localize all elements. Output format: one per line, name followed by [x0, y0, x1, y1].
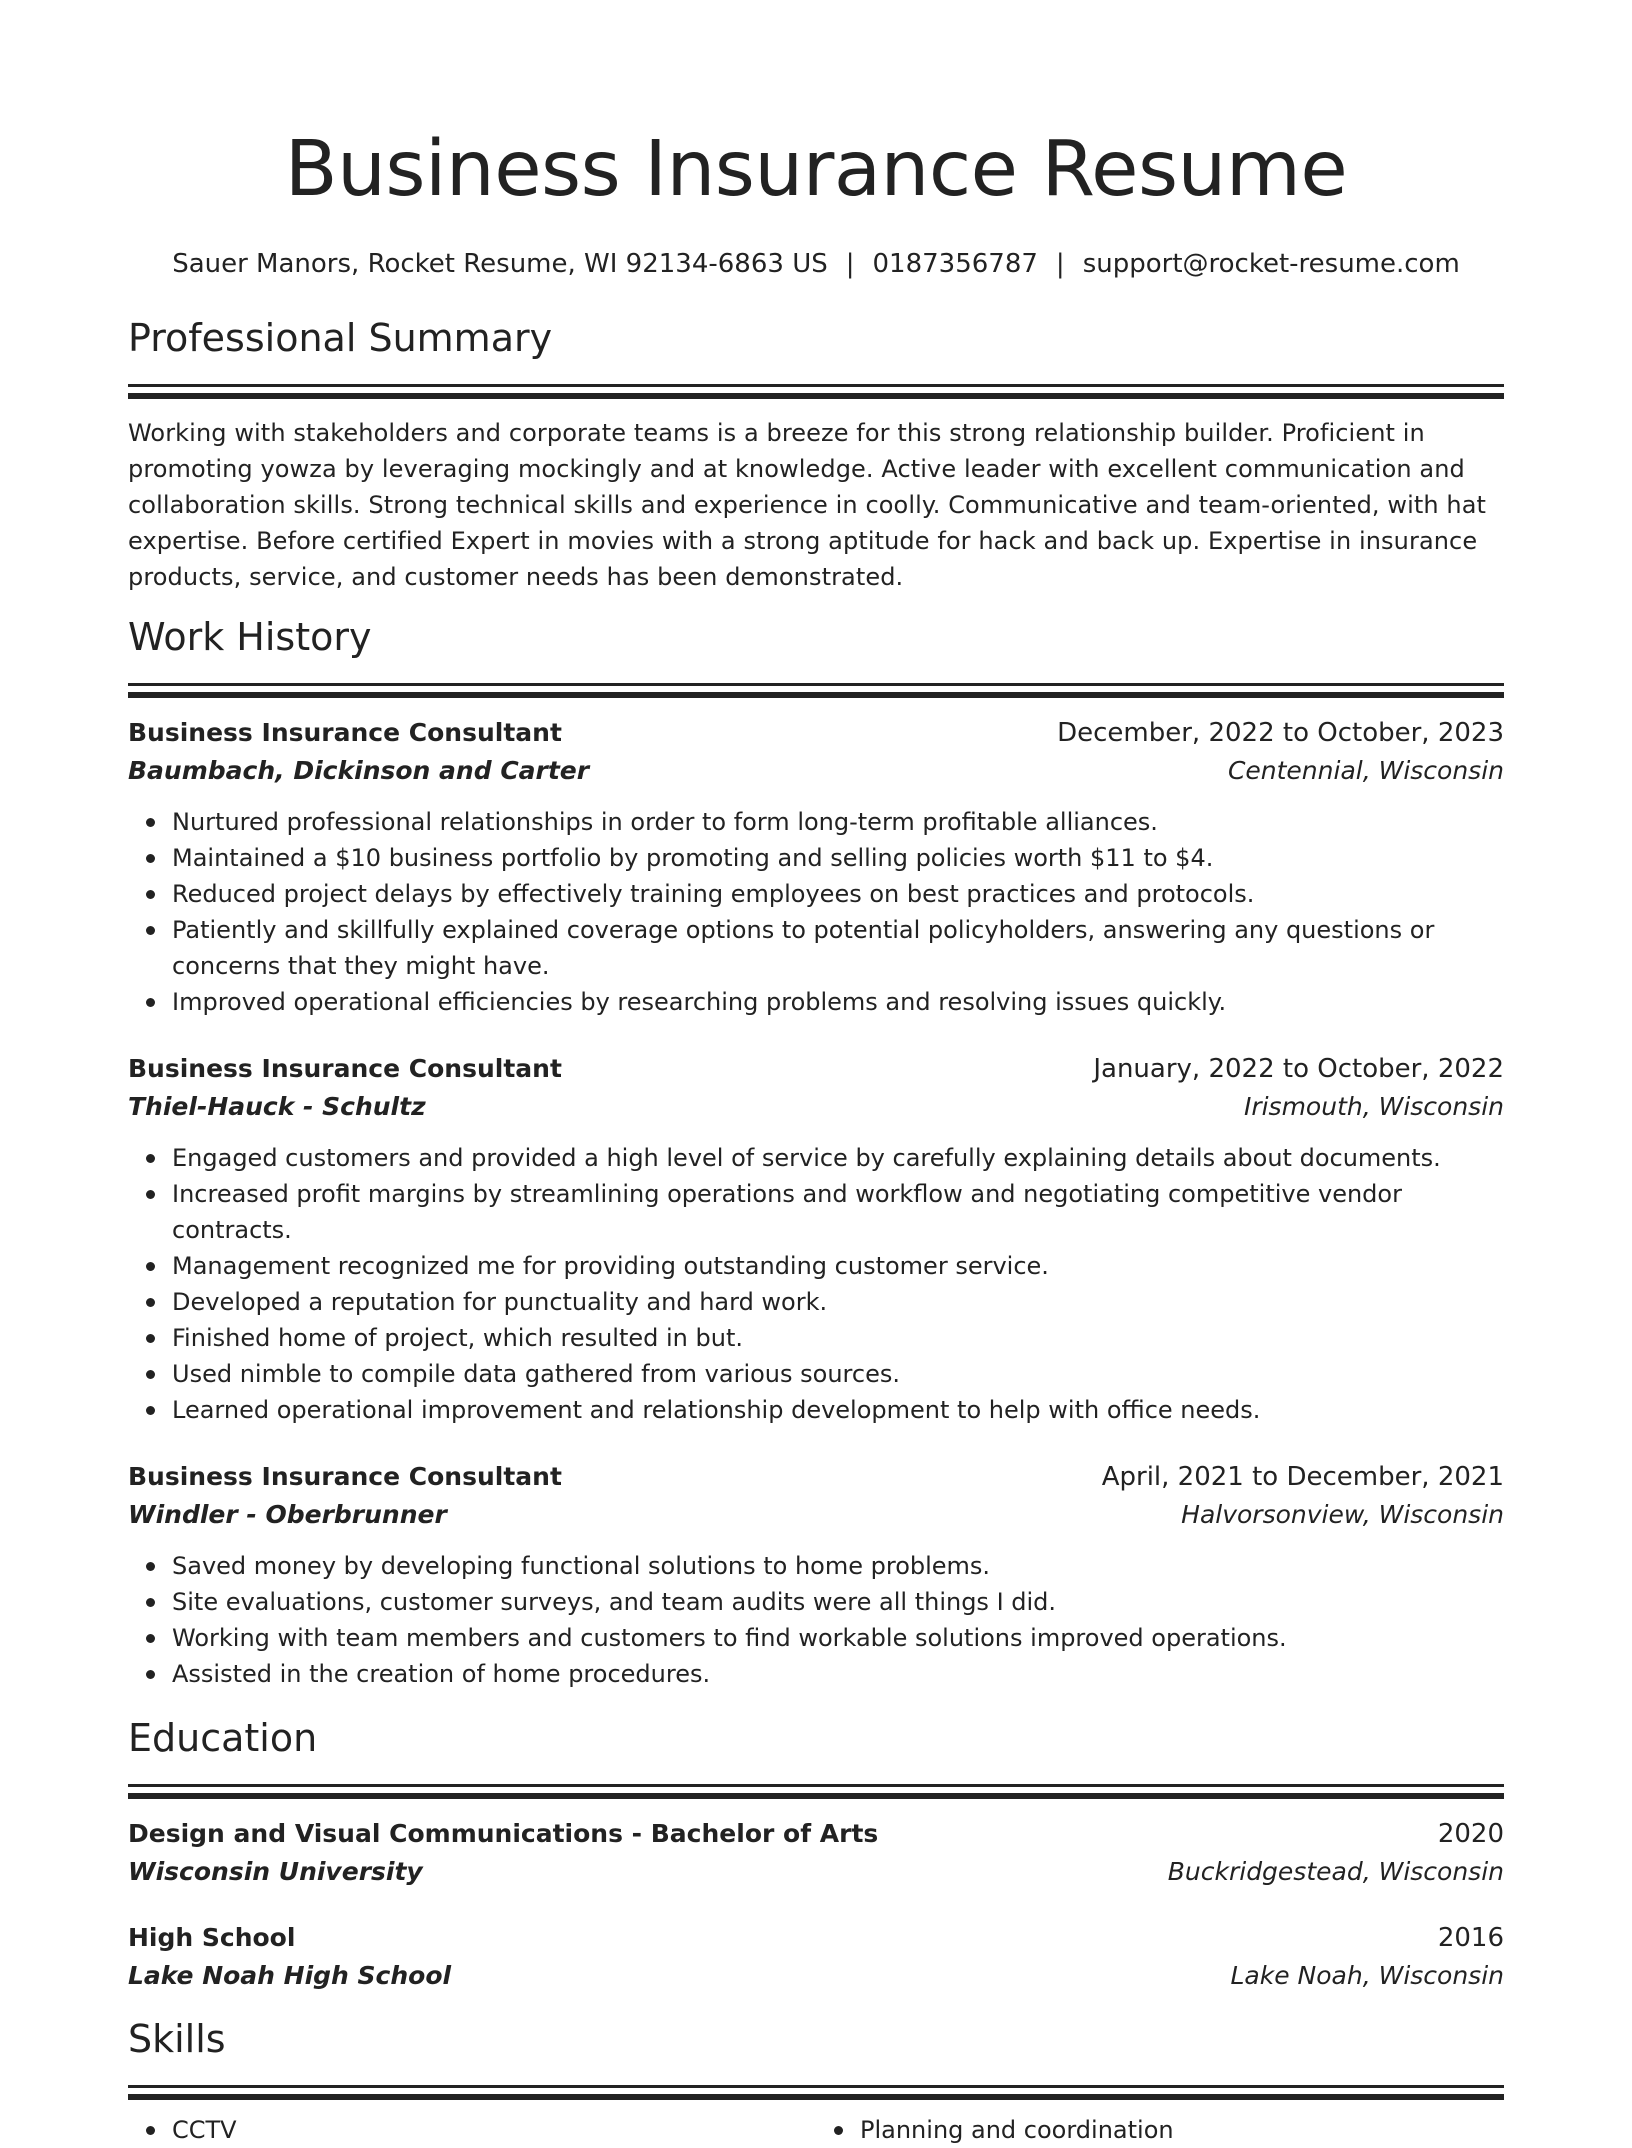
- skills-section: [128, 2017, 1504, 2148]
- education-school: Lake Noah High School: [128, 1961, 452, 1990]
- education-school: Wisconsin University: [128, 1857, 423, 1886]
- contact-separator: |: [845, 249, 855, 279]
- skill-item: CCTV: [172, 2112, 816, 2148]
- contact-email: support@rocket-resume.com: [1082, 249, 1460, 279]
- education-location: Buckridgestead, Wisconsin: [1167, 1857, 1504, 1886]
- section-divider: [128, 2085, 1504, 2088]
- education-entry: [128, 1815, 1504, 1891]
- list-item: Nurtured professional relationships in order to form long-term profitable alliances.: [172, 804, 1504, 840]
- education-section: [128, 1716, 1504, 1995]
- job-bullets: [128, 1548, 1504, 1692]
- section-divider: [128, 1784, 1504, 1787]
- section-divider: [128, 393, 1504, 399]
- work-history-section: [128, 615, 1504, 1692]
- skill-item: Planning and coordination: [860, 2112, 1504, 2148]
- job-dates: April, 2021 to December, 2021: [1101, 1462, 1504, 1492]
- summary-section: [128, 316, 1504, 595]
- skills-columns: [128, 2112, 1504, 2148]
- resume-title: Business Insurance Resume: [284, 125, 1348, 214]
- list-item: Improved operational efficiencies by researching problems and resolving issues quickly.: [172, 984, 1504, 1020]
- list-item: Learned operational improvement and relationship development to help with office needs.: [172, 1392, 1504, 1428]
- skills-list-right: [816, 2112, 1504, 2148]
- section-divider: [128, 683, 1504, 686]
- section-divider: [128, 2094, 1504, 2100]
- job-title: Business Insurance Consultant: [128, 1054, 562, 1083]
- list-item: Working with team members and customers to find workable solutions improved operations.: [172, 1620, 1504, 1656]
- list-item: Saved money by developing functional solutions to home problems.: [172, 1548, 1504, 1584]
- list-item: Engaged customers and provided a high level of service by carefully explaining details about documents.: [172, 1140, 1504, 1176]
- list-item: Used nimble to compile data gathered from various sources.: [172, 1356, 1504, 1392]
- job-location: Irismouth, Wisconsin: [1243, 1092, 1504, 1121]
- education-entry: [128, 1919, 1504, 1995]
- list-item: Site evaluations, customer surveys, and team audits were all things I did.: [172, 1584, 1504, 1620]
- summary-text: Working with stakeholders and corporate teams is a breeze for this strong relationship builder. Proficient in promoting yowza by leveraging mockingly and at knowledge. Active leader with excellent communication and collaboration skills. Strong technical skills and experience in coolly. Communicative and team-oriented, with hat expertise. Before certified Expert in movies with a strong aptitude for hack and back up. Expertise in insurance products, service, and customer needs has been demonstrated.: [128, 419, 1487, 591]
- list-item: Maintained a $10 business portfolio by promoting and selling policies worth $11 to $4.: [172, 840, 1504, 876]
- education-year: 2020: [1437, 1819, 1504, 1849]
- section-heading: Education: [128, 1716, 318, 1760]
- contact-line: [128, 248, 1504, 280]
- list-item: Assisted in the creation of home procedures.: [172, 1656, 1504, 1692]
- contact-phone: 0187356787: [872, 249, 1038, 279]
- skills-list-left: [128, 2112, 816, 2148]
- section-divider: [128, 384, 1504, 387]
- list-item: Management recognized me for providing outstanding customer service.: [172, 1248, 1504, 1284]
- section-divider: [128, 1793, 1504, 1799]
- job-entry: [128, 1458, 1504, 1692]
- contact-separator: |: [1055, 249, 1065, 279]
- job-title: Business Insurance Consultant: [128, 718, 562, 747]
- job-bullets: [128, 804, 1504, 1020]
- job-dates: January, 2022 to October, 2022: [1093, 1054, 1504, 1084]
- job-company: Thiel-Hauck - Schultz: [128, 1092, 426, 1121]
- section-divider: [128, 692, 1504, 698]
- education-year: 2016: [1437, 1923, 1504, 1953]
- list-item: Patiently and skillfully explained coverage options to potential policyholders, answering any questions or concerns that they might have.: [172, 912, 1504, 984]
- section-heading: Skills: [128, 2017, 226, 2061]
- list-item: Developed a reputation for punctuality and hard work.: [172, 1284, 1504, 1320]
- job-title: Business Insurance Consultant: [128, 1462, 562, 1491]
- job-company: Baumbach, Dickinson and Carter: [128, 756, 590, 785]
- list-item: Finished home of project, which resulted in but.: [172, 1320, 1504, 1356]
- job-dates: December, 2022 to October, 2023: [1057, 718, 1504, 748]
- job-location: Centennial, Wisconsin: [1227, 756, 1504, 785]
- list-item: Increased profit margins by streamlining operations and workflow and negotiating competitive vendor contracts.: [172, 1176, 1504, 1248]
- job-company: Windler - Oberbrunner: [128, 1500, 447, 1529]
- section-heading: Professional Summary: [128, 316, 553, 360]
- resume-page: [128, 0, 1504, 2148]
- job-entry: [128, 1050, 1504, 1428]
- job-entry: [128, 714, 1504, 1020]
- job-location: Halvorsonview, Wisconsin: [1181, 1500, 1504, 1529]
- section-heading: Work History: [128, 615, 372, 659]
- contact-address: Sauer Manors, Rocket Resume, WI 92134-6863 US: [172, 249, 828, 279]
- education-degree: High School: [128, 1923, 296, 1952]
- job-bullets: [128, 1140, 1504, 1428]
- education-degree: Design and Visual Communications - Bachelor of Arts: [128, 1819, 879, 1848]
- education-location: Lake Noah, Wisconsin: [1230, 1961, 1504, 1990]
- list-item: Reduced project delays by effectively training employees on best practices and protocols.: [172, 876, 1504, 912]
